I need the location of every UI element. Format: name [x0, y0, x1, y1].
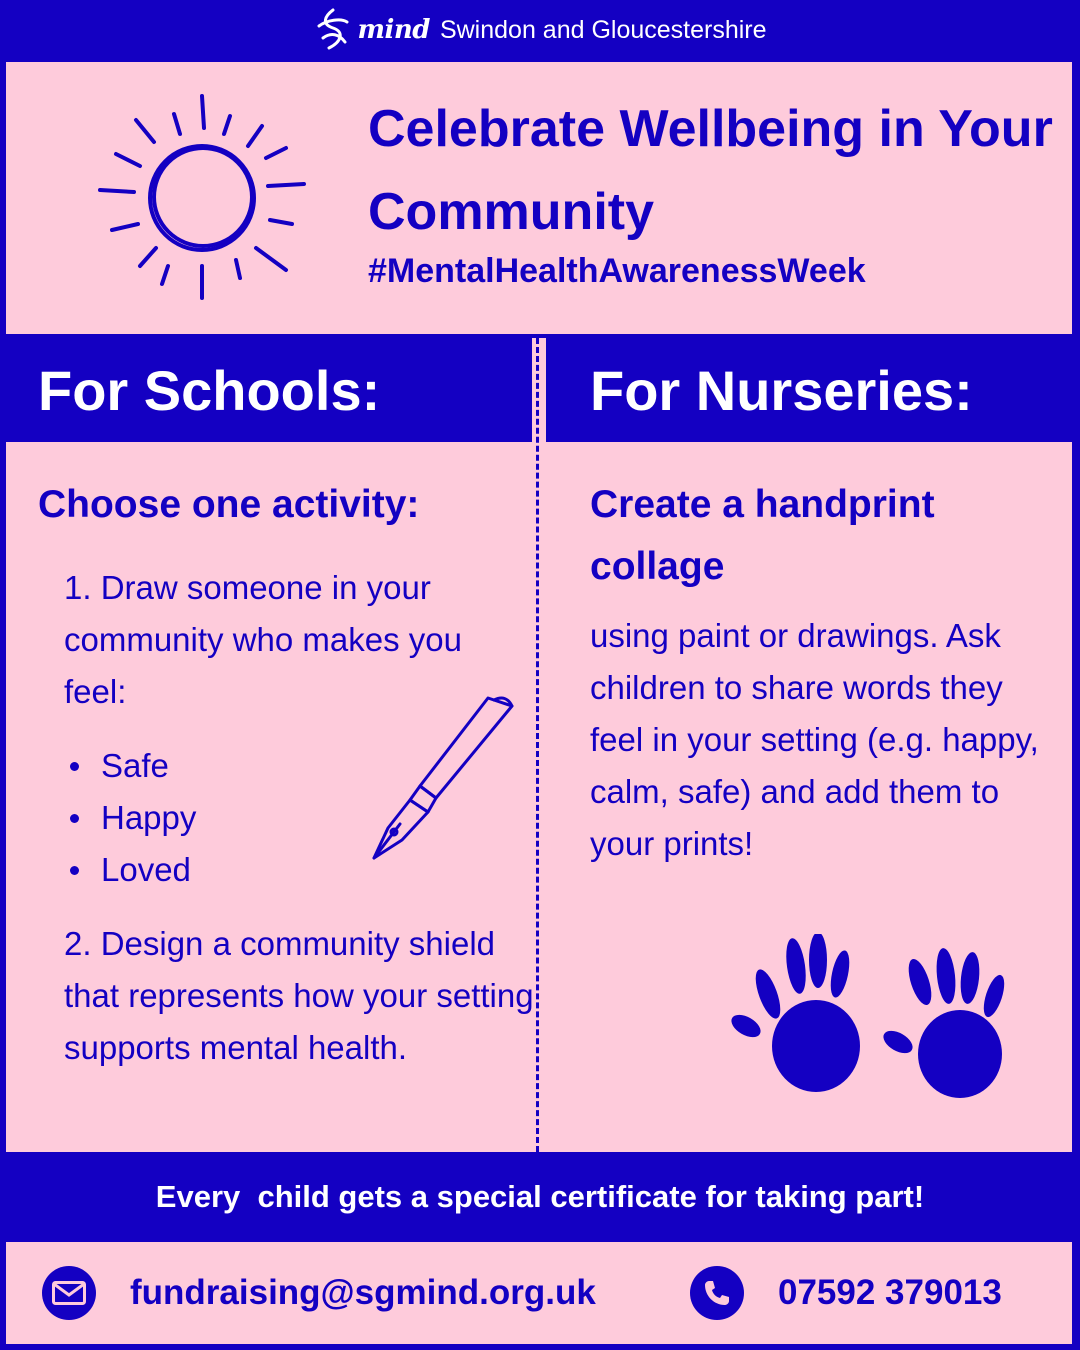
schools-activity-1: 1. Draw someone in your community who makes you feel:: [64, 569, 462, 710]
hero-panel: [6, 62, 1072, 334]
org-name: Swindon and Gloucestershire: [439, 15, 767, 44]
nurseries-subheading: Create a handprint collage: [590, 483, 935, 588]
mind-logo-icon: [313, 6, 353, 54]
header-bar: [0, 0, 1080, 60]
certificate-banner: Every child gets a special certificate for taking part!: [0, 1152, 1080, 1242]
schools-heading: For Schools:: [0, 338, 526, 442]
page-title: Celebrate Wellbeing in Your Community: [368, 100, 1053, 241]
nurseries-panel: [546, 442, 1072, 1152]
logo-wordmark: mind: [357, 15, 430, 45]
phone-number[interactable]: 07592 379013: [778, 1273, 1002, 1312]
feelings-list: [70, 740, 196, 896]
list-item: Loved: [70, 844, 196, 896]
schools-subheading: Choose one activity:: [38, 483, 420, 526]
bullet-icon: [70, 866, 79, 875]
phone-icon: [690, 1266, 744, 1320]
handprint-icon: [724, 934, 1014, 1104]
email-icon: [42, 1266, 96, 1320]
contact-panel: [6, 1242, 1072, 1344]
list-item: Safe: [70, 740, 196, 792]
nurseries-heading: For Nurseries:: [548, 338, 1080, 442]
nurseries-body: using paint or drawings. Ask children to share words they feel in your setting (e.g. happy, calm, safe) and add them to your prints!: [590, 617, 1039, 862]
hashtag: #MentalHealthAwarenessWeek: [368, 252, 866, 290]
column-divider: [536, 338, 539, 1152]
email-link[interactable]: fundraising@sgmind.org.uk: [130, 1273, 596, 1312]
pen-icon: [356, 690, 526, 870]
bullet-icon: [70, 762, 79, 771]
sun-icon: [90, 90, 310, 310]
schools-activity-2: 2. Design a community shield that represents how your setting supports mental health.: [64, 925, 534, 1066]
divider-background: [532, 338, 546, 1152]
schools-panel: [6, 442, 532, 1152]
phone-contact[interactable]: [690, 1266, 1002, 1320]
bullet-icon: [70, 814, 79, 823]
list-item: Happy: [70, 792, 196, 844]
mind-logo: [313, 6, 429, 54]
email-contact[interactable]: [42, 1266, 596, 1320]
